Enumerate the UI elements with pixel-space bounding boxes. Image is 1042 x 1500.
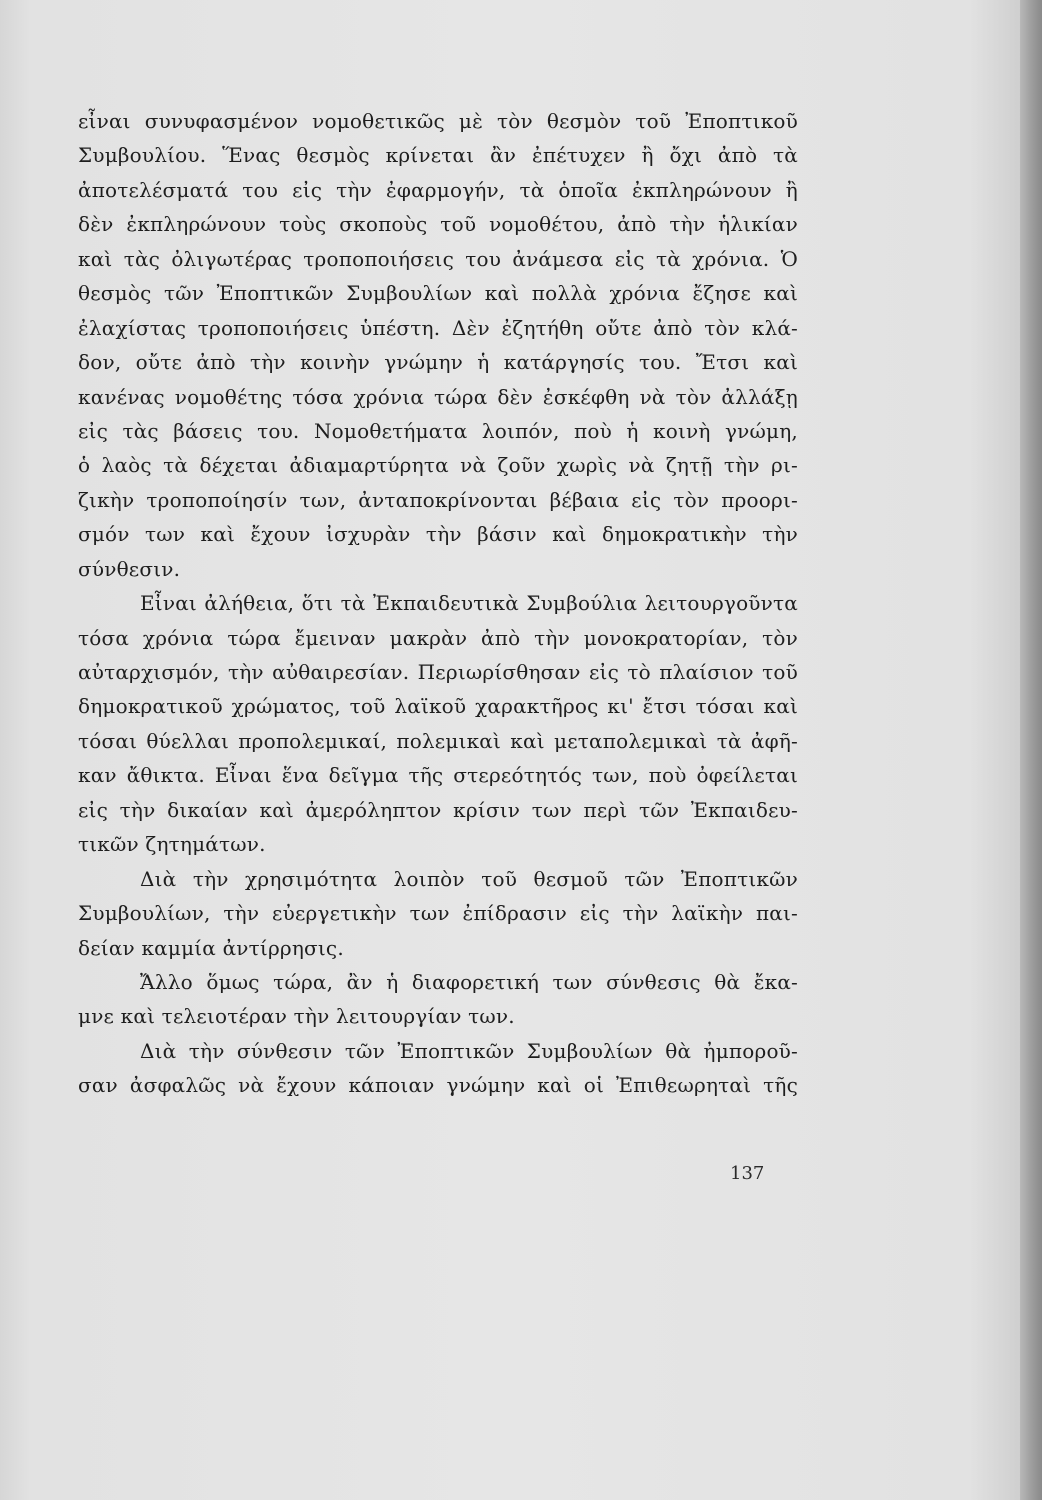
text-line: σμόν των καὶ ἔχουν ἰσχυρὰν τὴν βάσιν καὶ δημοκρατικὴν τὴν — [78, 522, 798, 547]
text-line: μνε καὶ τελειοτέραν τὴν λειτουργίαν των. — [78, 1004, 515, 1029]
text-line: Συμβουλίου. Ἕνας θεσμὸς κρίνεται ἂν ἐπέτυχεν ἢ ὄχι ἀπὸ τὰ — [78, 143, 798, 168]
text-line: εἰς τὴν δικαίαν καὶ ἀμερόληπτον κρίσιν των περὶ τῶν Ἐκπαιδευ- — [78, 797, 798, 822]
text-line: σύνθεσιν. — [78, 556, 181, 581]
text-line: ἐλαχίστας τροποποιήσεις ὑπέστη. Δὲν ἐζητήθη οὔτε ἀπὸ τὸν κλά- — [78, 315, 798, 340]
text-line: εἶναι συνυφασμένον νομοθετικῶς μὲ τὸν θεσμὸν τοῦ Ἐποπτικοῦ — [78, 109, 798, 133]
text-line: δον, οὔτε ἀπὸ τὴν κοινὴν γνώμην ἡ κατάργησίς του. Ἔτσι καὶ — [78, 350, 798, 375]
text-line: ζικὴν τροποποίησίν των, ἀνταποκρίνονται βέβαια εἰς τὸν προορι- — [78, 487, 798, 512]
text-line: ἀποτελέσματά του εἰς τὴν ἐφαρμογήν, τὰ ὁποῖα ἐκπληρώνουν ἢ — [78, 177, 798, 202]
paragraph-start-line: Διὰ τὴν σύνθεσιν τῶν Ἐποπτικῶν Συμβουλίων θὰ ἠμποροῦ- — [140, 1038, 798, 1063]
text-line: τικῶν ζητημάτων. — [78, 832, 266, 857]
text-line: ὁ λαὸς τὰ δέχεται ἀδιαμαρτύρητα νὰ ζοῦν χωρὶς νὰ ζητῇ τὴν ρι- — [78, 453, 798, 478]
text-line: τόσα χρόνια τώρα ἔμειναν μακρὰν ἀπὸ τὴν μονοκρατορίαν, τὸν — [78, 625, 798, 650]
text-line: κανένας νομοθέτης τόσα χρόνια τώρα δὲν ἐσκέφθη νὰ τὸν ἀλλάξῃ — [78, 384, 798, 409]
text-line: καὶ τὰς ὀλιγωτέρας τροποποιήσεις του ἀνάμεσα εἰς τὰ χρόνια. Ὁ — [78, 246, 798, 271]
paragraph-start-line: Ἄλλο ὅμως τώρα, ἂν ἡ διαφορετική των σύνθεσις θὰ ἔκα- — [140, 969, 798, 994]
text-line: Συμβουλίων, τὴν εὐεργετικὴν των ἐπίδρασιν εἰς τὴν λαϊκὴν παι- — [78, 901, 798, 926]
text-line: σαν ἀσφαλῶς νὰ ἔχουν κάποιαν γνώμην καὶ οἱ Ἐπιθεωρηταὶ τῆς — [78, 1073, 798, 1098]
text-line: δημοκρατικοῦ χρώματος, τοῦ λαϊκοῦ χαρακτῆρος κι' ἔτσι τόσαι καὶ — [78, 694, 798, 719]
paragraph-start-line: Εἶναι ἀλήθεια, ὅτι τὰ Ἐκπαιδευτικὰ Συμβούλια λειτουργοῦντα — [140, 591, 798, 616]
text-line: δείαν καμμία ἀντίρρησις. — [78, 935, 344, 960]
body-text — [78, 104, 798, 1103]
text-line: δὲν ἐκπληρώνουν τοὺς σκοποὺς τοῦ νομοθέτου, ἀπὸ τὴν ἡλικίαν — [78, 212, 798, 237]
paragraph-start-line: Διὰ τὴν χρησιμότητα λοιπὸν τοῦ θεσμοῦ τῶν Ἐποπτικῶν — [140, 866, 798, 891]
text-line: αὐταρχισμόν, τὴν αὐθαιρεσίαν. Περιωρίσθησαν εἰς τὸ πλαίσιον τοῦ — [78, 660, 798, 684]
page-number: 137 — [730, 1163, 765, 1184]
text-line: τόσαι θύελλαι προπολεμικαί, πολεμικαὶ καὶ μεταπολεμικαὶ τὰ ἀφῆ- — [78, 728, 798, 753]
text-line: καν ἄθικτα. Εἶναι ἕνα δεῖγμα τῆς στερεότητός των, ποὺ ὀφείλεται — [78, 763, 798, 788]
text-line: εἰς τὰς βάσεις του. Νομοθετήματα λοιπόν, ποὺ ἡ κοινὴ γνώμη, — [78, 418, 798, 443]
text-line: θεσμὸς τῶν Ἐποπτικῶν Συμβουλίων καὶ πολλὰ χρόνια ἔζησε καὶ — [78, 281, 798, 306]
page-edge-shadow — [1020, 0, 1042, 1500]
